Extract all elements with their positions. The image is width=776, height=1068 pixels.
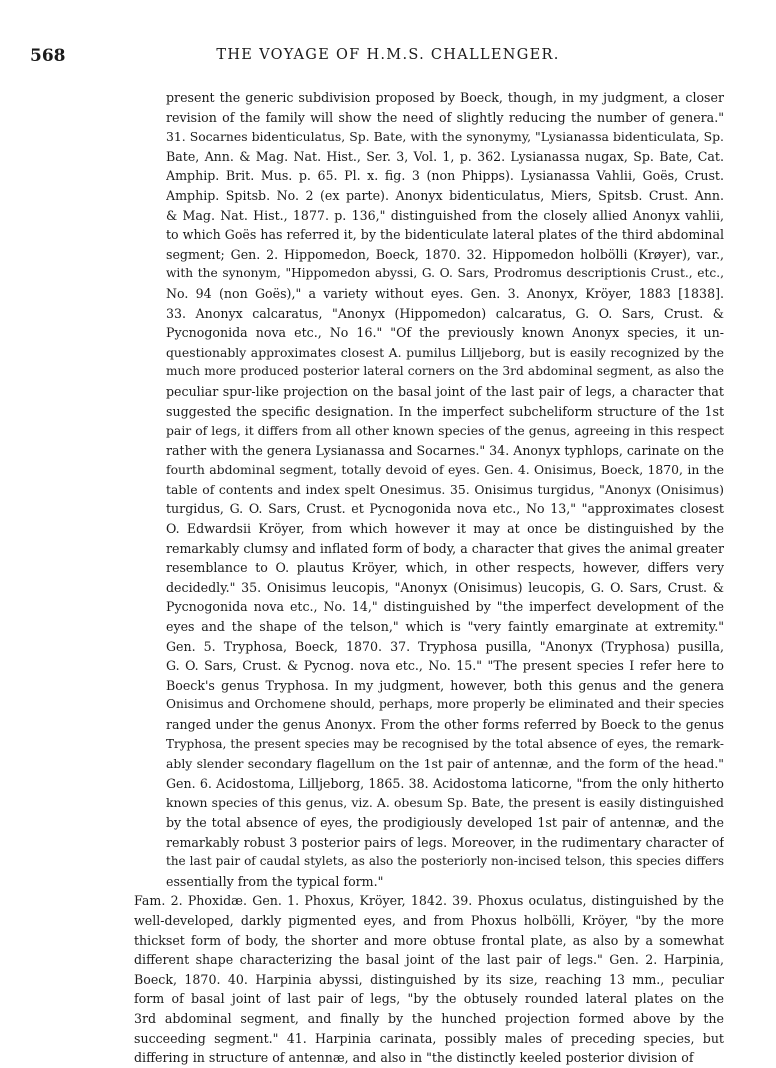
text-line: & Mag. Nat. Hist., 1877. p. 136," distinguished from the closely allied Anonyx vahlii, bbox=[166, 207, 724, 223]
text-line: 33. Anonyx calcaratus, "Anonyx (Hippomedon) calcaratus, G. O. Sars, Crust. & bbox=[166, 305, 724, 321]
text-line: resemblance to O. plautus Kröyer, which, in other respects, however, differs very bbox=[166, 560, 724, 576]
text-line: thickset form of body, the shorter and more obtuse frontal plate, as also by a somewhat bbox=[134, 932, 724, 948]
text-line: turgidus, G. O. Sars, Crust. et Pycnogonida nova etc., No 13," "approximates closest bbox=[166, 501, 724, 517]
text-line: pair of legs, it differs from all other known species of the genus, agreeing in this respect bbox=[166, 423, 724, 439]
text-line: Pycnogonida nova etc., No. 14," distinguished by "the imperfect development of the bbox=[166, 599, 724, 615]
text-line: segment; Gen. 2. Hippomedon, Boeck, 1870. 32. Hippomedon holbölli (Krøyer), var., bbox=[166, 246, 724, 262]
text-line: Amphip. Brit. Mus. p. 65. Pl. x. fig. 3 (non Phipps). Lysianassa Vahlii, Goës, Crust. bbox=[166, 168, 724, 184]
text-line: fourth abdominal segment, totally devoid of eyes. Gen. 4. Onisimus, Boeck, 1870, in the bbox=[166, 462, 724, 478]
text-line: present the generic subdivision proposed by Boeck, though, in my judgment, a closer bbox=[166, 90, 724, 105]
text-line: essentially from the typical form." bbox=[166, 873, 384, 889]
text-line: No. 94 (non Goës)," a variety without eyes. Gen. 3. Anonyx, Kröyer, 1883 [1838]. bbox=[166, 285, 724, 301]
text-line: revision of the family will show the need of slightly reducing the number of genera." bbox=[166, 109, 724, 125]
text-line: O. Edwardsii Kröyer, from which however it may at once be distinguished by the bbox=[166, 521, 724, 537]
text-line: remarkably clumsy and inflated form of body, a character that gives the animal greater bbox=[166, 540, 724, 556]
text-line: succeeding segment." 41. Harpinia carinata, possibly males of preceding species, but bbox=[134, 1030, 724, 1046]
text-line: Fam. 2. Phoxidæ. Gen. 1. Phoxus, Kröyer, 1842. 39. Phoxus oculatus, distinguished by the bbox=[134, 893, 724, 909]
text-line: to which Goës has referred it, by the bidenticulate lateral plates of the third abdominal bbox=[166, 227, 724, 243]
text-line: ranged under the genus Anonyx. From the other forms referred by Boeck to the genus bbox=[166, 717, 724, 732]
body-text bbox=[134, 88, 724, 1068]
text-line: eyes and the shape of the telson," which is "very faintly emarginate at extremity." bbox=[166, 619, 724, 635]
text-line: peculiar spur-like projection on the basal joint of the last pair of legs, a character that bbox=[166, 383, 724, 399]
running-title: THE VOYAGE OF H.M.S. CHALLENGER. bbox=[216, 47, 560, 63]
text-line: rather with the genera Lysianassa and Socarnes." 34. Anonyx typhlops, carinate on the bbox=[166, 442, 724, 458]
text-line: form of basal joint of last pair of legs, "by the obtusely rounded lateral plates on the bbox=[134, 991, 724, 1007]
text-line: different shape characterizing the basal joint of the last pair of legs." Gen. 2. Harpinia, bbox=[134, 952, 724, 968]
text-line: remarkably robust 3 posterior pairs of legs. Moreover, in the rudimentary character of bbox=[166, 834, 724, 850]
text-line: Boeck, 1870. 40. Harpinia abyssi, distinguished by its size, reaching 13 mm., peculiar bbox=[134, 971, 724, 987]
text-line: Gen. 5. Tryphosa, Boeck, 1870. 37. Tryphosa pusilla, "Anonyx (Tryphosa) pusilla, bbox=[166, 638, 724, 654]
text-line: ably slender secondary flagellum on the 1st pair of antennæ, and the form of the head." bbox=[166, 756, 724, 772]
text-line: the last pair of caudal stylets, as also the posteriorly non-incised telson, this species differs bbox=[166, 854, 724, 869]
text-line: Tryphosa, the present species may be recognised by the total absence of eyes, the remark- bbox=[166, 736, 724, 751]
text-line: Gen. 6. Acidostoma, Lilljeborg, 1865. 38. Acidostoma laticorne, "from the only hitherto bbox=[166, 775, 724, 791]
page-header bbox=[0, 46, 776, 68]
text-line: Amphip. Spitsb. No. 2 (ex parte). Anonyx bidenticulatus, Miers, Spitsb. Crust. Ann. bbox=[166, 187, 724, 203]
text-line: Pycnogonida nova etc., No 16." "Of the previously known Anonyx species, it un- bbox=[166, 325, 724, 341]
text-line: well-developed, darkly pigmented eyes, and from Phoxus holbölli, Kröyer, "by the more bbox=[134, 912, 724, 928]
text-line: by the total absence of eyes, the prodigiously developed 1st pair of antennæ, and the bbox=[166, 814, 724, 830]
text-line: table of contents and index spelt Onesimus. 35. Onisimus turgidus, "Anonyx (Onisimus) bbox=[166, 481, 724, 497]
text-line: decidedly." 35. Onisimus leucopis, "Anonyx (Onisimus) leucopis, G. O. Sars, Crust. & bbox=[166, 579, 724, 595]
text-line: 31. Socarnes bidenticulatus, Sp. Bate, with the synonymy, "Lysianassa bidenticulata, Sp. bbox=[166, 129, 724, 145]
text-line: much more produced posterior lateral corners on the 3rd abdominal segment, as also the bbox=[166, 364, 724, 379]
text-line: known species of this genus, viz. A. obesum Sp. Bate, the present is easily distinguished bbox=[166, 795, 724, 811]
text-line: questionably approximates closest A. pumilus Lilljeborg, but is easily recognized by the bbox=[166, 344, 724, 360]
text-line: suggested the specific designation. In the imperfect subcheliform structure of the 1st bbox=[166, 403, 724, 419]
text-line: G. O. Sars, Crust. & Pycnog. nova etc., No. 15." "The present species I refer here to bbox=[166, 658, 724, 674]
paragraph-species-list bbox=[166, 88, 724, 891]
paragraph-phoxidae bbox=[134, 891, 724, 1067]
text-line: differing in structure of antennæ, and also in "the distinctly keeled posterior division of bbox=[134, 1050, 694, 1066]
text-line: with the synonym, "Hippomedon abyssi, G. O. Sars, Prodromus descriptionis Crust., etc., bbox=[166, 266, 724, 281]
text-line: Boeck's genus Tryphosa. In my judgment, however, both this genus and the genera bbox=[166, 677, 724, 693]
page-number: 568 bbox=[30, 46, 66, 66]
text-line: Onisimus and Orchomene should, perhaps, more properly be eliminated and their species bbox=[166, 697, 724, 712]
text-line: 3rd abdominal segment, and finally by the hunched projection formed above by the bbox=[134, 1010, 724, 1026]
text-line: Bate, Ann. & Mag. Nat. Hist., Ser. 3, Vol. 1, p. 362. Lysianassa nugax, Sp. Bate, Cat. bbox=[166, 148, 724, 164]
